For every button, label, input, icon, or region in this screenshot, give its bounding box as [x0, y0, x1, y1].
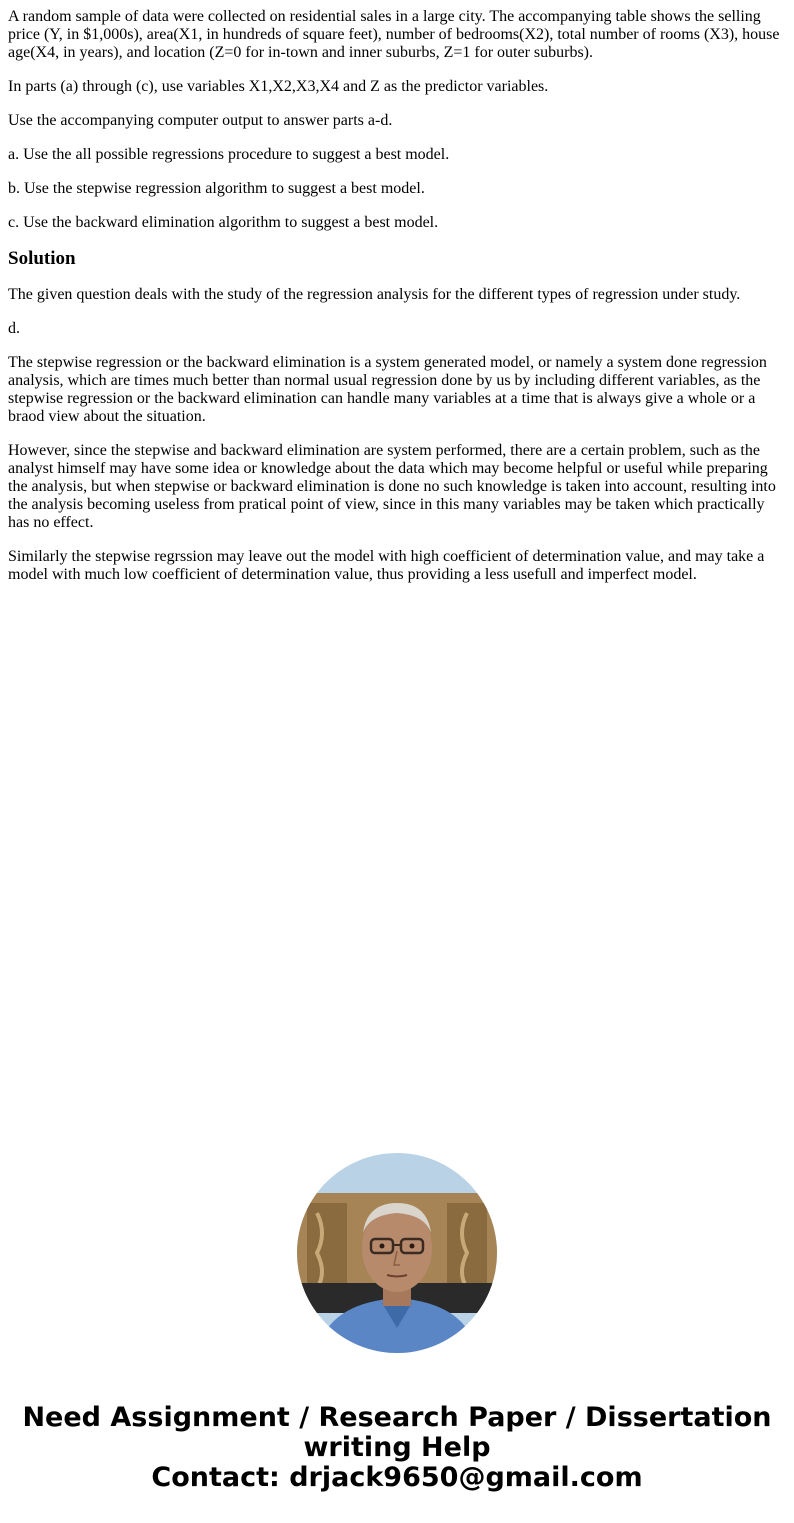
author-avatar: [297, 1153, 497, 1353]
question-part-c: c. Use the backward elimination algorithm to suggest a best model.: [8, 214, 439, 231]
solution-paragraph-3: The stepwise regression or the backward elimination is a system generated model, or namely a system done regression analysis, which are times much better than normal usual regression done by us by including different variables, as the stepwise regression or the backward elimination can handle many variables at a time that is always give a whole or a braod view about the situation.: [8, 354, 767, 425]
question-predictors: In parts (a) through (c), use variables X1,X2,X3,X4 and Z as the predictor variables.: [8, 78, 549, 95]
solution-paragraph-4: However, since the stepwise and backward elimination are system performed, there are a certain problem, such as the analyst himself may have some idea or knowledge about the data which may become helpful or useful while preparing the analysis, but when stepwise or backward elimination is done no such knowledge is taken into account, resulting into the analysis becoming useless from pratical point of view, since in this many variables may be taken which practically has no effect.: [8, 442, 776, 531]
solution-paragraph-5: Similarly the stepwise regrssion may leave out the model with high coefficient of determination value, and may take a model with much low coefficient of determination value, thus providing a less usefull and imperfect model.: [8, 548, 765, 583]
question-output-note: Use the accompanying computer output to answer parts a-d.: [8, 112, 393, 129]
solution-heading: Solution: [8, 248, 76, 269]
promo-line-1: Need Assignment / Research Paper / Dissertation: [22, 1402, 772, 1433]
promo-contact: Contact: drjack9650@gmail.com: [151, 1462, 643, 1493]
promo-banner: [0, 1403, 794, 1493]
promo-line-2: writing Help: [303, 1432, 491, 1463]
article-content: [8, 8, 786, 600]
solution-paragraph-1: The given question deals with the study of the regression analysis for the different types of regression under study.: [8, 286, 741, 303]
question-part-b: b. Use the stepwise regression algorithm to suggest a best model.: [8, 180, 425, 197]
author-photo-illustration: [297, 1153, 497, 1353]
question-intro: A random sample of data were collected on residential sales in a large city. The accompanying table shows the selling price (Y, in $1,000s), area(X1, in hundreds of square feet), number of bedrooms(X2), total number of rooms (X3), house age(X4, in years), and location (Z=0 for in-town and inner suburbs, Z=1 for outer suburbs).: [8, 8, 780, 61]
question-part-a: a. Use the all possible regressions procedure to suggest a best model.: [8, 146, 450, 163]
solution-paragraph-2: d.: [8, 320, 20, 337]
